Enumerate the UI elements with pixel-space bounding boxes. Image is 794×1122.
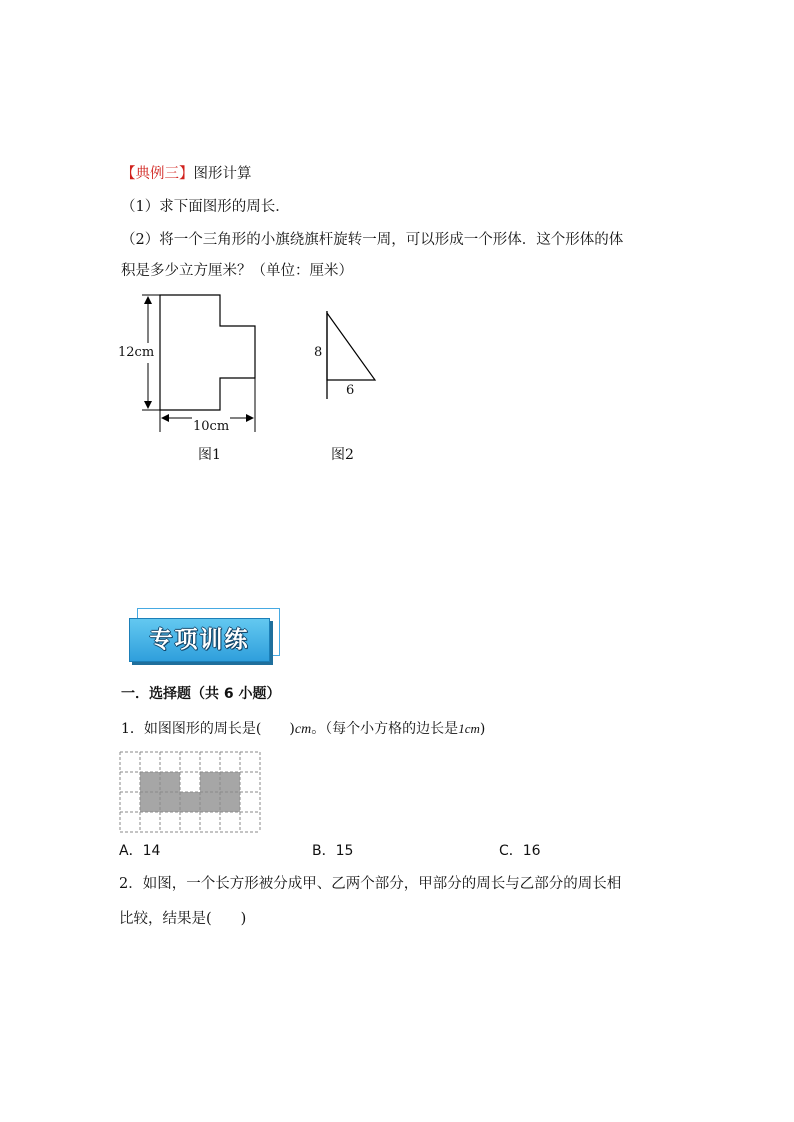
banner-text: 专项训练 xyxy=(149,627,250,653)
example-heading xyxy=(121,164,252,184)
option-a: A．14 xyxy=(119,843,161,859)
option-c: C．16 xyxy=(499,843,541,859)
answer-blank xyxy=(261,721,289,737)
figure-1-height-label: 12cm xyxy=(118,343,154,363)
unit-1cm: 1cm xyxy=(458,721,480,736)
section-heading: 一．选择题（共 6 小题） xyxy=(121,686,281,702)
example-question-2-line-1: （2）将一个三角形的小旗绕旗杆旋转一周，可以形成一个形体．这个形体的体 xyxy=(121,232,624,248)
option-b: B．15 xyxy=(312,843,354,859)
figure-2-caption: 图2 xyxy=(331,447,354,463)
example-question-1: （1）求下面图形的周长． xyxy=(121,199,290,215)
question-2-line-2: 比较，结果是( ) xyxy=(119,911,247,927)
example-tag: 【典例三】 xyxy=(121,166,194,182)
question-1-text: 1．如图图形的周长是( )cm。（每个小方格的边长是1cm) xyxy=(121,721,486,737)
figure-2-height-label: 8 xyxy=(314,345,323,360)
example-question-2-line-2: 积是多少立方厘米？（单位：厘米） xyxy=(121,263,353,279)
figure-2-base-label: 6 xyxy=(346,383,355,398)
figure-1 xyxy=(110,288,280,438)
figure-1-width-label: 10cm xyxy=(193,419,230,434)
figure-2 xyxy=(320,308,390,403)
grid-figure xyxy=(119,751,263,835)
unit-cm: cm xyxy=(294,722,312,737)
question-1-number: 1． xyxy=(121,721,144,737)
question-2-line-1: 2．如图，一个长方形被分成甲、乙两个部分，甲部分的周长与乙部分的周长相 xyxy=(119,876,622,892)
figure-1-outline xyxy=(160,295,255,410)
figure-1-caption: 图1 xyxy=(198,447,221,463)
flag-triangle xyxy=(327,313,375,380)
example-title: 图形计算 xyxy=(193,166,252,182)
section-banner xyxy=(129,618,270,662)
